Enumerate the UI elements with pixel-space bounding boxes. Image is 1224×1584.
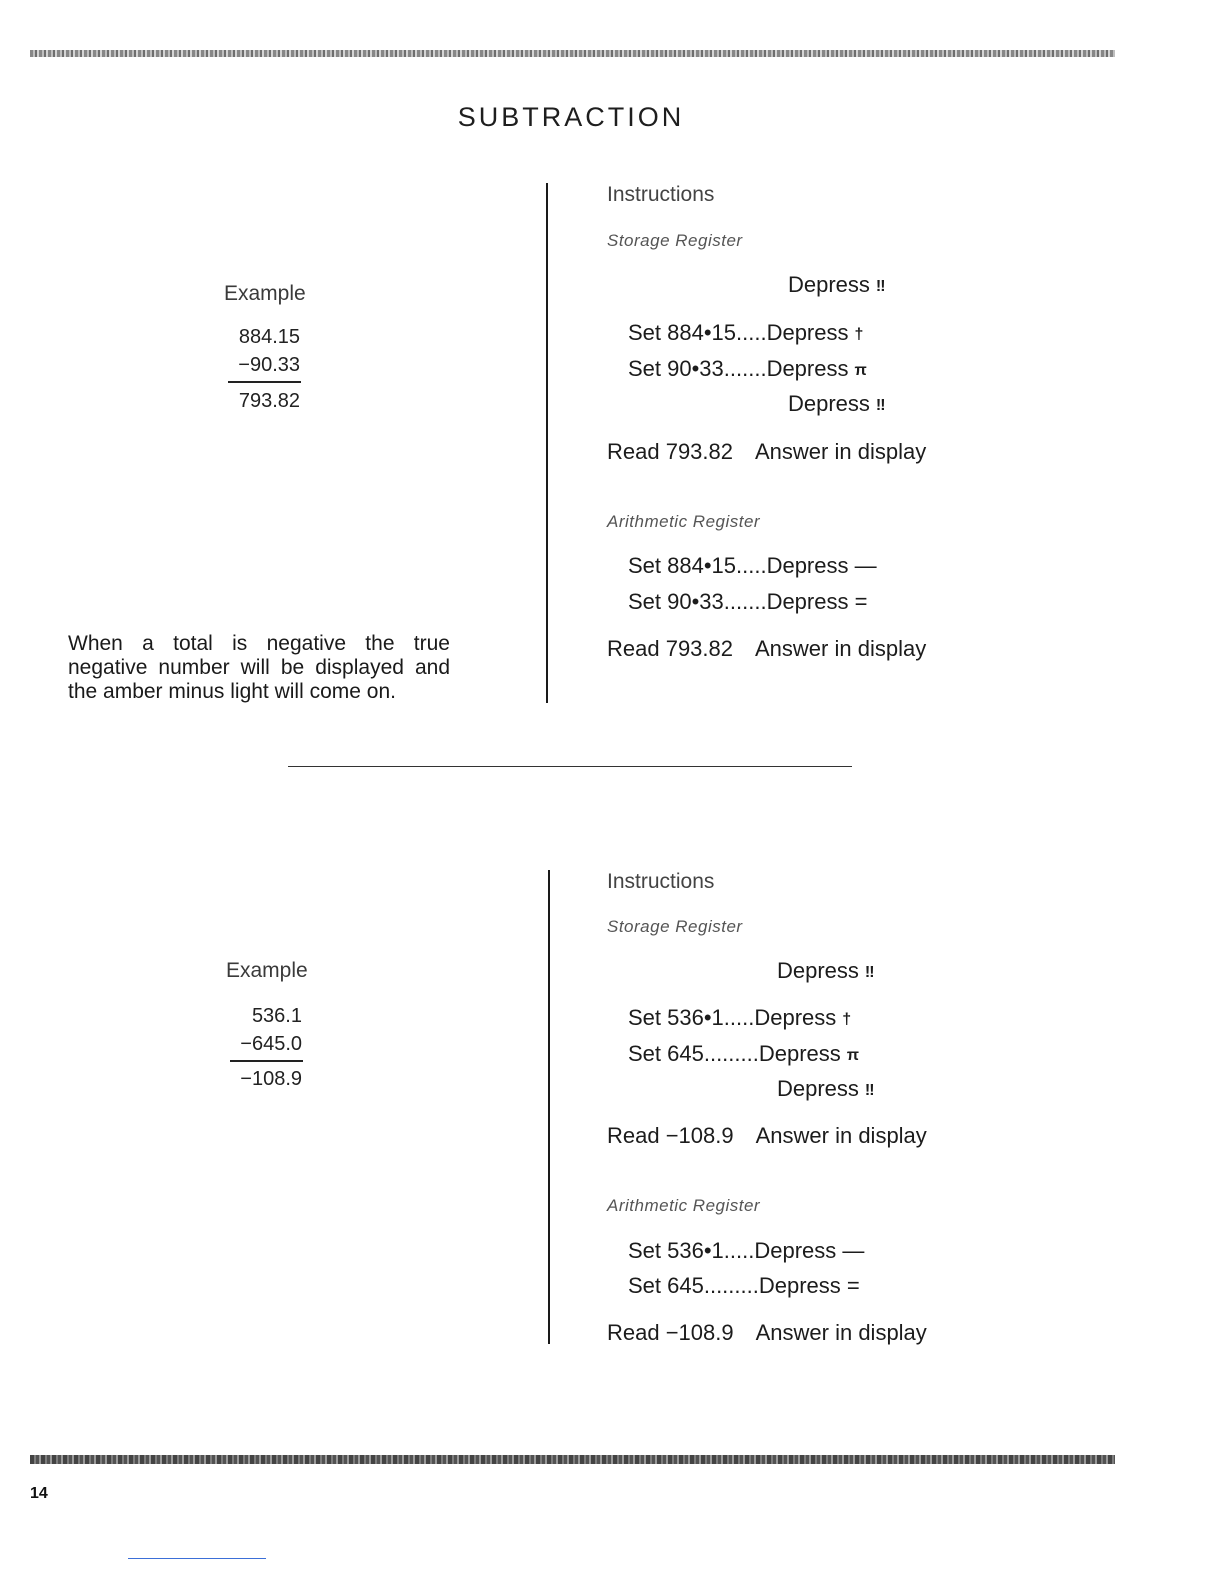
key-double-bang-icon: ‼ — [864, 964, 875, 981]
read-value: Read 793.82 — [607, 439, 733, 464]
answer-text: Answer in display — [755, 636, 927, 661]
answer-text: Answer in display — [755, 1123, 927, 1148]
key-pi-icon: π — [846, 1047, 860, 1064]
example2-result: −108.9 — [240, 1068, 302, 1090]
section1-storage-read — [607, 439, 926, 465]
section1-arithmetic-read — [607, 636, 926, 662]
section2-column-rule — [548, 870, 550, 1344]
section1-storage-step-4 — [788, 391, 886, 417]
read-value: Read 793.82 — [607, 636, 733, 661]
section1-storage-step-3 — [628, 356, 867, 382]
example2-subtrahend: −645.0 — [240, 1033, 302, 1055]
section1-arithmetic-step-1: Set 884•15.....Depress — — [628, 553, 877, 578]
example1-subtrahend: −90.33 — [238, 354, 300, 376]
footer-line — [128, 1558, 266, 1559]
example2-minuend: 536.1 — [251, 1005, 302, 1027]
section1-arithmetic-step-2: Set 90•33.......Depress = — [628, 589, 868, 614]
section1-storage-step-2 — [628, 320, 863, 346]
section1-column-rule — [546, 183, 548, 703]
step-text: Depress — [777, 958, 859, 983]
page-number: 14 — [30, 1485, 48, 1502]
step-text: Depress — [788, 272, 870, 297]
section2-storage-step-4 — [777, 1076, 875, 1102]
page-title: SUBTRACTION — [457, 102, 685, 132]
key-double-bang-icon: ‼ — [875, 278, 886, 295]
section1-storage-step-1 — [788, 272, 886, 298]
step-text: Set 536•1.....Depress — [628, 1005, 837, 1030]
step-text: Set 645.........Depress — [628, 1041, 841, 1066]
step-text: Depress — [788, 391, 870, 416]
key-pi-icon: π — [854, 362, 867, 379]
bottom-rule — [30, 1455, 1115, 1464]
section1-storage-register-label: Storage Register — [607, 231, 743, 250]
top-rule — [30, 50, 1115, 57]
key-double-bang-icon: ‼ — [864, 1082, 875, 1099]
example1-label: Example — [224, 282, 306, 305]
step-text: Set 90•33.......Depress — [628, 356, 849, 381]
example2-sum-line — [230, 1060, 303, 1062]
answer-text: Answer in display — [755, 439, 927, 464]
negative-total-note: When a total is negative the true negative number will be displayed and the amber minus light will come on. — [68, 632, 450, 703]
example1-sum-line — [228, 381, 301, 383]
section2-arithmetic-register-label: Arithmetic Register — [607, 1196, 761, 1215]
section2-instructions-heading: Instructions — [607, 870, 715, 893]
section2-storage-register-label: Storage Register — [607, 917, 743, 936]
read-value: Read −108.9 — [607, 1320, 734, 1345]
step-text: Depress — [777, 1076, 859, 1101]
section2-arithmetic-step-1: Set 536•1.....Depress — — [628, 1238, 865, 1263]
key-dagger-icon: † — [854, 326, 864, 343]
key-double-bang-icon: ‼ — [875, 397, 886, 414]
section1-arithmetic-register-label: Arithmetic Register — [607, 512, 761, 531]
section2-arithmetic-step-2: Set 645.........Depress = — [628, 1273, 860, 1298]
section2-storage-step-2 — [628, 1005, 851, 1031]
section2-storage-read — [607, 1123, 927, 1149]
section2-storage-step-3 — [628, 1041, 859, 1067]
read-value: Read −108.9 — [607, 1123, 734, 1148]
answer-text: Answer in display — [755, 1320, 927, 1345]
section1-instructions-heading: Instructions — [607, 183, 715, 206]
section-divider — [288, 766, 852, 767]
key-dagger-icon: † — [842, 1011, 852, 1028]
section2-arithmetic-read — [607, 1320, 927, 1346]
example1-minuend: 884.15 — [238, 326, 300, 348]
example1-result: 793.82 — [238, 390, 300, 412]
step-text: Set 884•15.....Depress — [628, 320, 849, 345]
example2-label: Example — [226, 959, 308, 982]
section2-storage-step-1 — [777, 958, 875, 984]
